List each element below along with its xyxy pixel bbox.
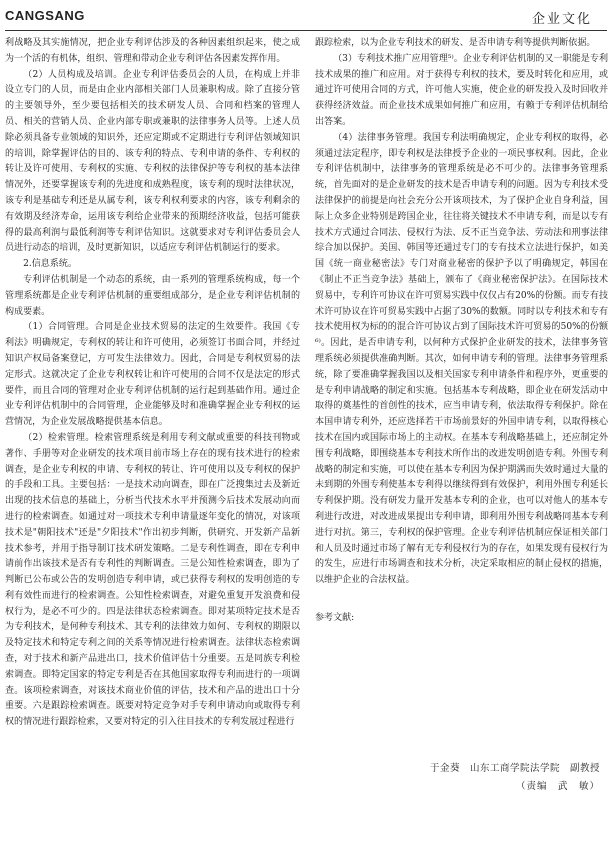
header-rule — [5, 30, 607, 31]
editor-line: （责编 武 敏） — [515, 781, 600, 792]
magazine-name: CANGSANG — [5, 8, 85, 23]
paragraph: （2）人员构成及培训。企业专利评估委员会的人员，在构成上并非设立专门的人员，而是由企业内部相关部门人员兼职构成。除了直接分管的主要领导外，至少要包括相关的技术研发人员、合同和档案的管理人员、相关的营销人员、企业内部专职或兼职的法律事务人员等。上述人员除必须具备专业领域的知识外，还应定期或不定期进行专利评估领域知识的培训，除掌握评估的目的、该专利的特点、专利申请的条件、专利权的转让及许可使用、专利权的实施、专利权的法律保护等专利权的基本法律情况外，还要掌握该专利的先进度和成熟程度，该专利的现时法律状况，该专利是基础专利还是从属专利，该专利权利要求的内容，该专利剩余的有效期及经济寿命，运用该专利给企业带来的预期经济收益，包括可能获得的最高利润与最低利润等专利评估知识。这就要求对专利评估委员会人员进行动态的培训，及时更新知识，以适应专利评估机制运行的要求。 — [5, 69, 300, 254]
paragraph: （1）合同管理。合同是企业技术贸易的法定的生效要件。我国《专利法》明确规定，专利权的转让和许可使用，必须签订书面合同，并经过知识产权局备案登记，方可发生法律效力。因此，合同是专利权贸易的法定形式。这就决定了企业专利权转让和许可使用的合同不仅是法定的形式要件，而且合同的管理对企业专利评估机制的运行起到基础作用。通过企业专利评估机制中的合同管理，企业能够及时和准确掌握企业专利权的运营情况，为企业发展战略提供基本信息。 — [5, 322, 300, 428]
right-column — [315, 36, 608, 627]
paragraph: 2.信息系统。 — [23, 259, 77, 270]
paragraph: 专利评估机制是一个动态的系统，由一系列的管理系统构成，每一个管理系统都是企业专利评估机制的重要组成部分，是企业专利评估机制的构成要素。 — [5, 274, 300, 317]
paragraph: 跟踪检索，以为企业专利技术的研发、是否申请专利等提供判断依据。 — [315, 38, 596, 48]
author-line: 于金葵 山东工商学院法学院 副教授 — [429, 763, 600, 774]
paragraph: 利战略及其实施情况，把企业专利评估涉及的各种因素组织起来，使之成为一个活的有机体，组织、管理和带动企业专利评估各因素发挥作用。 — [5, 38, 300, 64]
paragraph: （2）检索管理。检索管理系统是利用专利文献或重要的科技刊物或著作、手册等对企业研发的技术项目前市场上存在的现有技术进行的检索调查，是企业专利权的申请、专利权的转让、许可使用以及专利权的保护的手段和工具。主要包括：一是技术动向调查，即在广泛搜集过去及新近出现的技术信息的基础上，分析当代技术水平并预测今后技术发展动向而进行的检索调查。如通过对一项技术专利申请量逐年变化的情况，对该项技术是"朝阳技术"还是"夕阳技术"作出初步判断，供研究、开发新产品新技术参考，并用于指导制订技术研发策略。二是专利性调查，即在专利申请前作出该技术是否有专利性的判断调查。三是公知性检索调查，即为了判断已公布或公告的发明创造专利申请，或已获得专利权的发明创造的专利有效性而进行的检索调查。公知性检索调查，对避免重复开发浪费和侵权行为，是必不可少的。四是法律状态检索调查。即对某项特定技术是否为专利技术，是何种专利技术、其专利的法律效力如何、专利权的期限以及特定技术和特定专利之间的关系等情况进行检索调查。法律状态检索调查，对于技术和新产品进出口，技术价值评估十分重要。五是同族专利检索调查。即特定国家的特定专利是否在其他国家取得专利而进行的一项调查。该项检索调查，对该技术商业价值的评估，技术和产品的进出口十分重要。六是跟踪检索调查。既要对特定竞争对手专利申请动向或取得专利权的情况进行跟踪检索，又要对特定的引入往目技术的专利发展过程进行 — [5, 432, 300, 728]
paragraph: （4）法律事务管理。我国专利法明确规定，企业专利权的取得，必须通过法定程序，即专利权是法律授予企业的一项民事权利。因此，企业专利评估机制中，法律事务的管理系统是必不可少的。法律事务管理系统，首先面对的是企业研发的技术是否申请专利的问题。因为专利技术受法律保护的前提是向社会充分公开该项技术，为了保护企业自身利益，国际上众多企业特别是跨国企业，往往将关键技术不申请专利，而是以专有技术方式通过合同法、侵权行为法、反不正当竞争法、劳动法和刑事法律综合加以保护。美国、韩国等还通过专门的专有技术立法进行保护，如美国《统一商业秘密法》专门对商业秘密的保护予以了明确规定，韩国在《制止不正当竞争法》基础上，颁布了《商业秘密保护法》。在国际技术贸易中，专利许可协议在许可贸易实践中仅仅占有20%的份额。而专有技术许可协议在许可贸易实践中占据了30%的数额。同时以专利技术和专有技术使用权为标的的混合许可协议占到了国际技术许可贸易的50%的份额⁶⁾。因此，是否申请专利，以何种方式保护企业研发的技术，法律事务管理系统必须提供准确判断。其次，如何申请专利的管理。法律事务管理系统，除了要准确掌握我国以及相关国家专利申请条件和程序外，更重要的是专利申请战略的制定和实施。包括基本专利战略，即企业在研发活动中取得的奠基性的首创性的技术，应当申请专利，依法取得专利保护。除在本国申请专利外，还应选择若干市场前景好的外国申请专利，以取得核心技术在国内或国际市场上的主动权。在基本专利战略基础上，还应制定外围专利战略，即围绕基本专利技术所作出的改进发明创造专利。外围专利战略的制定和实施，可以使在基本专利因为保护期满而失效时通过大量的未到期的外围专利使基本专利得以继续得到有效保护，利用外围专利延长专利保护期。没有研发力量开发基本专利的企业，也可以对他人的基本专利进行改进，对改进成果提出专利申请，即利用外围专利战略同基本专利进行对抗。第三，专利权的保护管理。企业专利评估机制应保证相关部门和人员及时通过市场了解有无专利侵权行为的存在，如果发现有侵权行为的发生，应进行市场调查和技术分析，决定采取相应的制止侵权的措施，以维护企业的合法权益。 — [315, 132, 608, 586]
section-title: 企业文化 — [531, 12, 592, 27]
left-column — [5, 36, 300, 731]
paragraph: （3）专利技术推广应用管理⁵⁾。企业专利评估机制的又一职能是专利技术成果的推广和应用。对于获得专利权的技术，要及时转化和应用，或通过许可使用合同的方式，许可他人实施，使企业的研发投入及时回收并获得经济效益。而企业技术成果如何推广和应用，有赖于专利评估机制给出答案。 — [315, 53, 608, 127]
references-label: 参考文献: — [315, 612, 355, 623]
